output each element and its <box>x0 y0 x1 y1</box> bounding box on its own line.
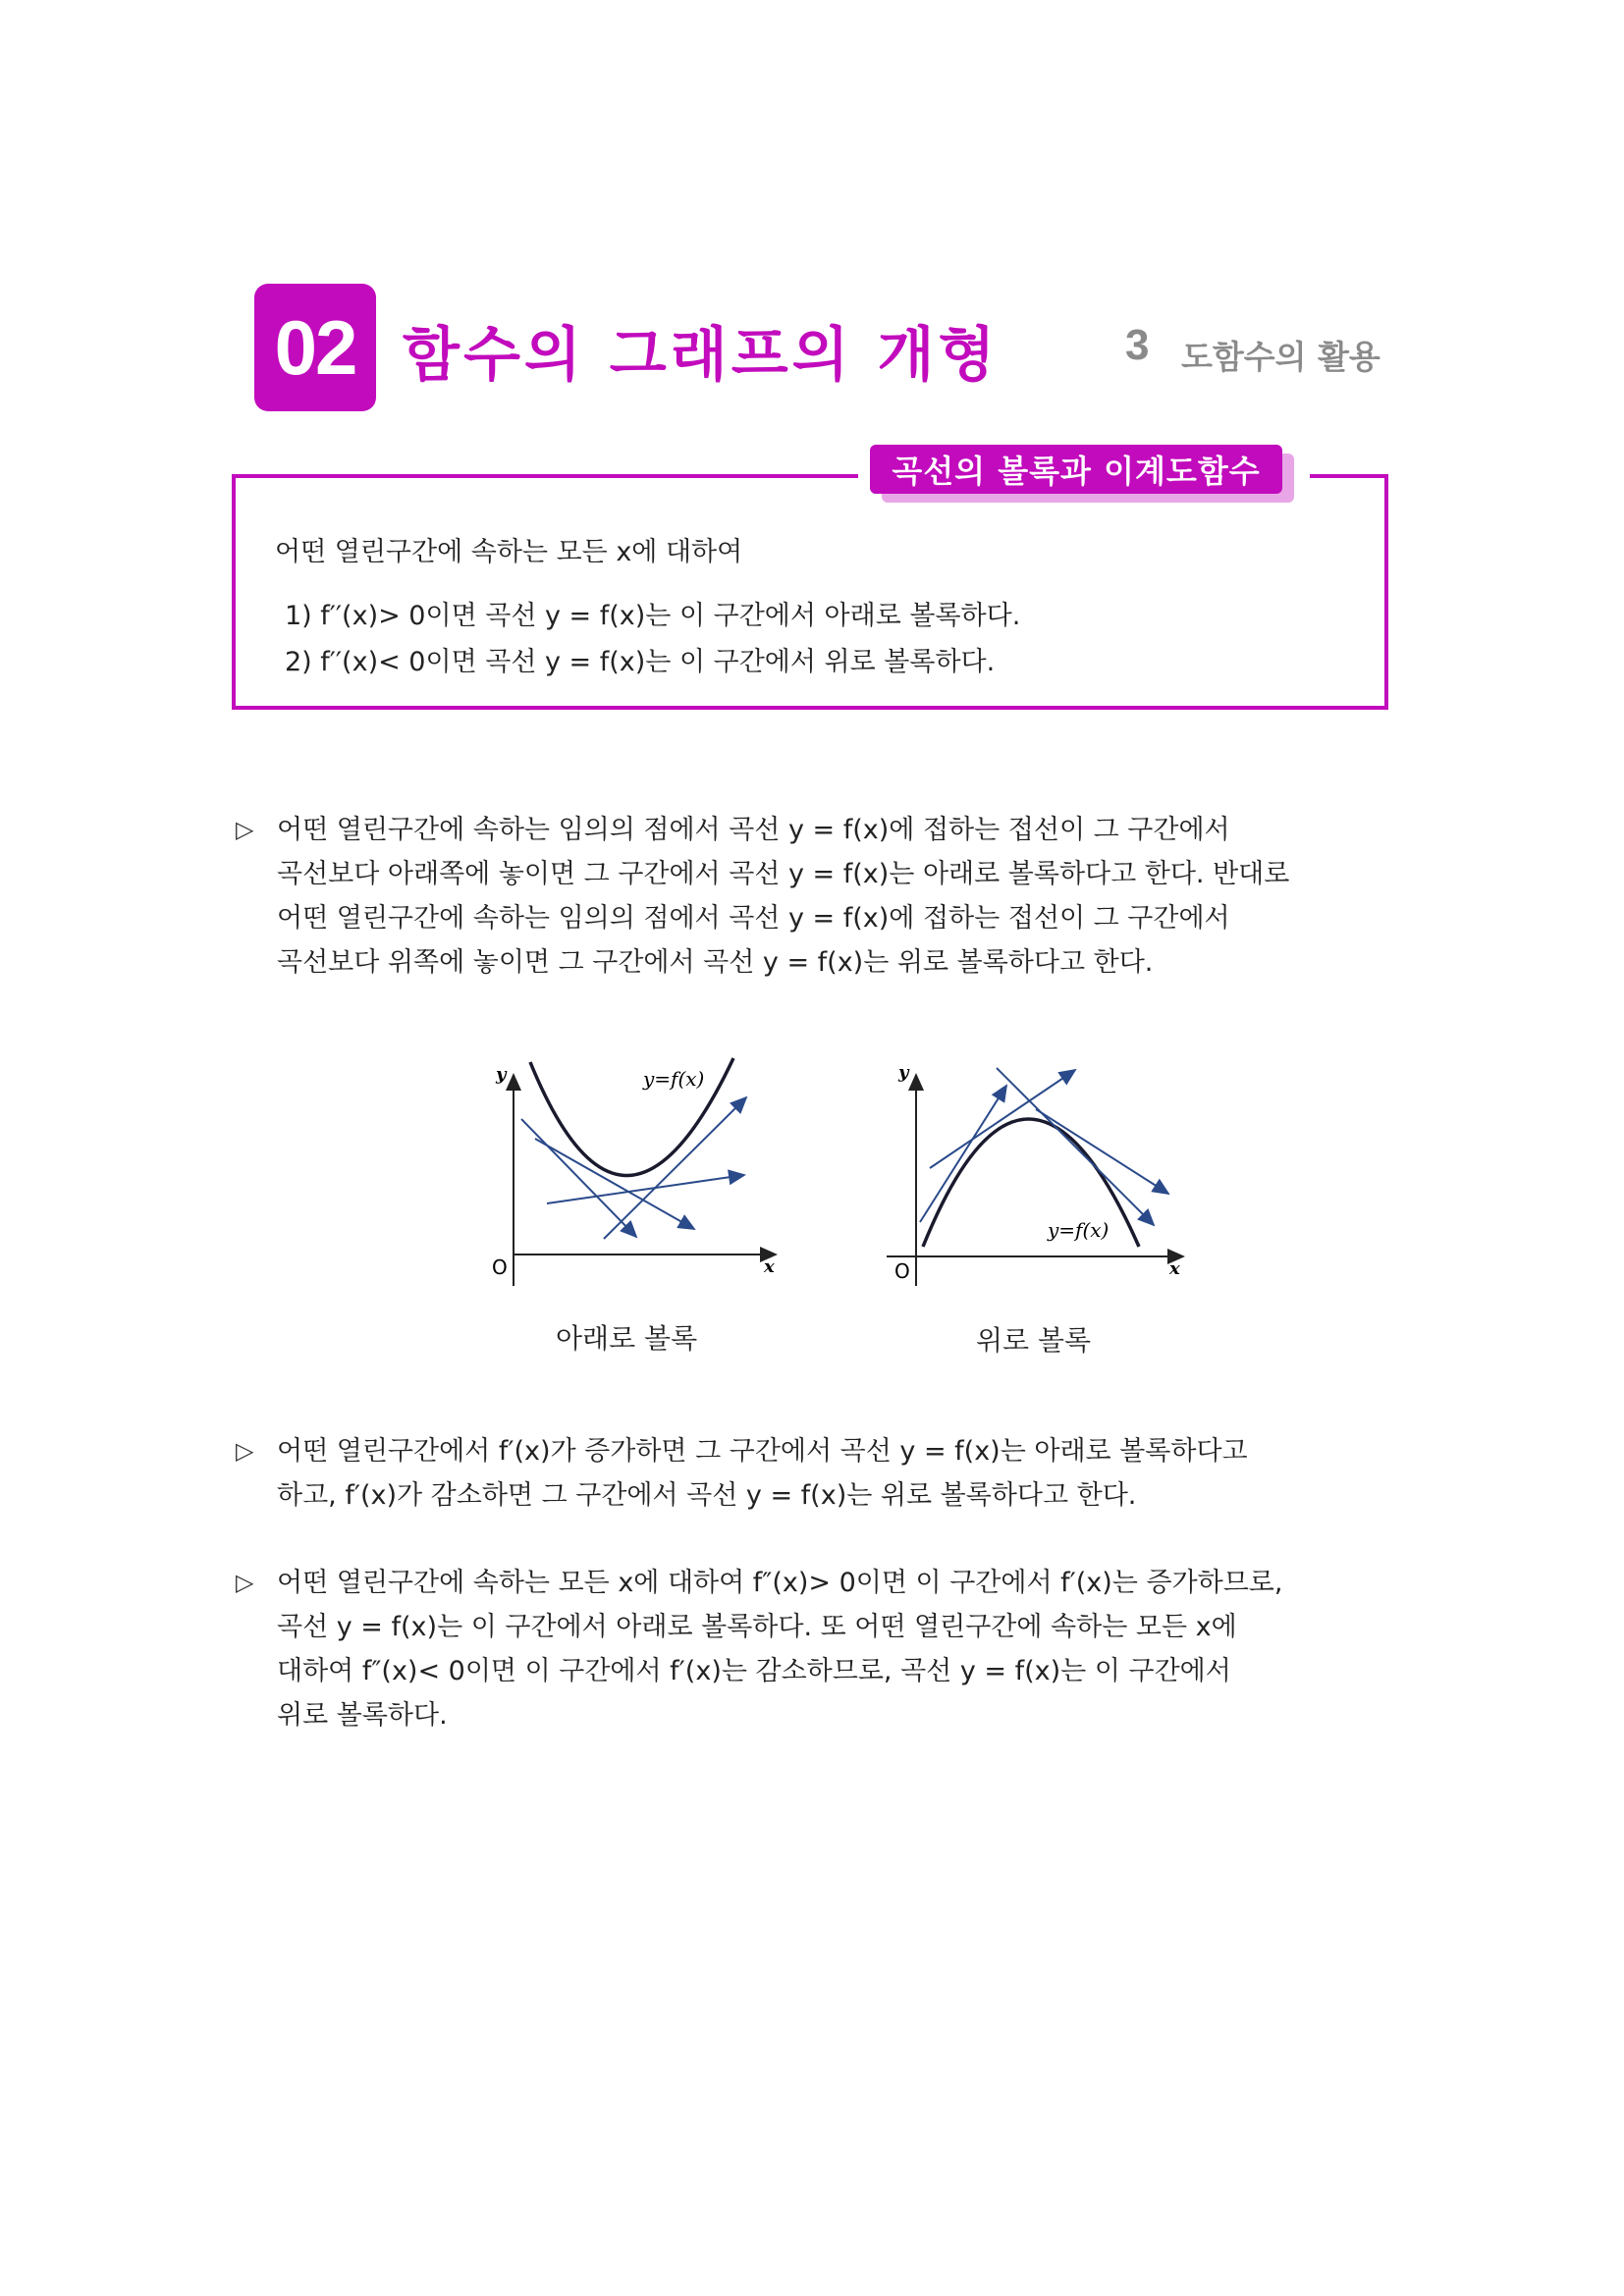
tangent-line <box>521 1119 636 1237</box>
chapter-number: 3 <box>1125 321 1150 369</box>
figure-concave-down <box>879 1050 1193 1296</box>
definition-item-1: 1) f′′(x)> 0이면 곡선 y = f(x)는 이 구간에서 아래로 볼록하다. <box>285 601 1021 631</box>
curve-label: y=f(x) <box>643 1067 705 1091</box>
origin-label: O <box>894 1259 910 1283</box>
curve-label: y=f(x) <box>1048 1218 1110 1242</box>
section-number-badge: 02 <box>254 284 376 411</box>
y-axis-label: y <box>496 1064 507 1085</box>
figure-concave-up <box>476 1050 790 1296</box>
paragraph-line: 곡선 y = f(x)는 이 구간에서 아래로 볼록하다. 또 어떤 열린구간에 속하는 모든 x에 <box>277 1612 1237 1642</box>
x-axis-label: x <box>1169 1258 1180 1279</box>
page-title: 함수의 그래프의 개형 <box>403 321 1000 390</box>
triangle-bullet-icon: ▷ <box>236 816 254 843</box>
triangle-bullet-icon: ▷ <box>236 1437 254 1465</box>
x-axis-label: x <box>764 1256 775 1277</box>
chapter-title: 도함수의 활용 <box>1181 338 1380 376</box>
paragraph-line: 위로 볼록하다. <box>277 1700 448 1731</box>
figure-caption-right: 위로 볼록 <box>976 1324 1092 1357</box>
y-axis-label: y <box>898 1062 909 1083</box>
paragraph-line: 하고, f′(x)가 감소하면 그 구간에서 곡선 y = f(x)는 위로 볼록하다고 한다. <box>277 1480 1137 1511</box>
definition-item-2: 2) f′′(x)< 0이면 곡선 y = f(x)는 이 구간에서 위로 볼록하다. <box>285 647 996 677</box>
origin-label: O <box>492 1255 508 1279</box>
paragraph-line: 어떤 열린구간에 속하는 임의의 점에서 곡선 y = f(x)에 접하는 접선이 그 구간에서 <box>277 903 1230 934</box>
paragraph-line: 어떤 열린구간에서 f′(x)가 증가하면 그 구간에서 곡선 y = f(x)는 아래로 볼록하다고 <box>277 1436 1248 1467</box>
paragraph-1 <box>236 808 1289 985</box>
paragraph-2 <box>236 1429 1248 1518</box>
paragraph-line: 곡선보다 아래쪽에 놓이면 그 구간에서 곡선 y = f(x)는 아래로 볼록하다고 한다. 반대로 <box>277 859 1290 889</box>
tangent-line <box>547 1175 744 1203</box>
paragraph-line: 어떤 열린구간에 속하는 모든 x에 대하여 f″(x)> 0이면 이 구간에서 f′(x)는 증가하므로, <box>277 1568 1283 1598</box>
triangle-bullet-icon: ▷ <box>236 1569 254 1596</box>
paragraph-3 <box>236 1561 1282 1737</box>
paragraph-line: 어떤 열린구간에 속하는 임의의 점에서 곡선 y = f(x)에 접하는 접선이 그 구간에서 <box>277 815 1230 845</box>
definition-box-label: 곡선의 볼록과 이계도함수 <box>870 445 1282 494</box>
figure-caption-left: 아래로 볼록 <box>556 1322 698 1355</box>
tangent-line <box>997 1068 1154 1225</box>
paragraph-line: 곡선보다 위쪽에 놓이면 그 구간에서 곡선 y = f(x)는 위로 볼록하다고 한다. <box>277 947 1154 978</box>
paragraph-line: 대하여 f″(x)< 0이면 이 구간에서 f′(x)는 감소하므로, 곡선 y = f(x)는 이 구간에서 <box>277 1656 1231 1686</box>
definition-intro: 어떤 열린구간에 속하는 모든 x에 대하여 <box>275 537 743 567</box>
tangent-line <box>930 1070 1075 1168</box>
tangent-line <box>1036 1109 1168 1194</box>
tangent-line <box>920 1086 1006 1222</box>
